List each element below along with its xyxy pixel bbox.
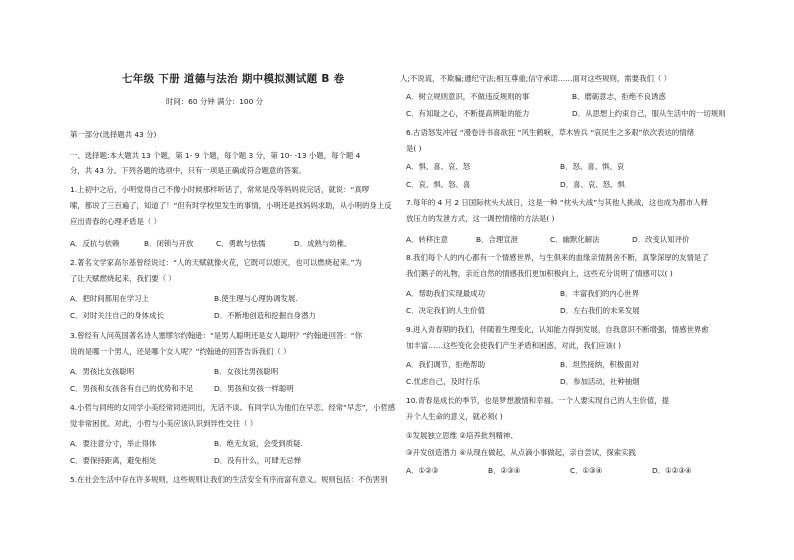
q9-option-b: B．坦然接纳，积极面对	[560, 360, 639, 369]
question-10-line: 升个人生命的意义，就必须( )	[406, 412, 503, 421]
question-4-line: 4.小哲与同班的女同学小美经常同进同出，无话不谈。有同学认为他们在早恋，经常“早恋”，小哲感	[70, 403, 396, 412]
q3-option-c: C．男孩和女孩各有自己的优势和不足	[70, 384, 194, 393]
q9-option-c: C.忧虑自己，及时行乐	[406, 377, 481, 386]
question-8-line: 8.我们每个人的内心都有一个情感世界，与生俱来的血缘亲情割舍不断，真挚深厚的友情是了	[406, 253, 709, 262]
question-1-line: 应出青春的心理矛盾是（ ）	[70, 217, 162, 226]
q2-option-d: D．不断地创造和挖掘自身潜力	[214, 311, 316, 320]
instruction-line: 一、选择题:本大题共 13 个题，第 1- 9 个题，每个题 3 分，第 10- -13 小题，每个题 4	[70, 151, 361, 160]
question-6-line: 6.古语怒发冲冠 “漫卷诗书喜欲狂 “风生鹤唳，草木皆兵 “哀民生之多艰”依次表达的情绪	[406, 128, 695, 137]
question-8-line: 我们鹅子的礼物，亲近自然的情感我们更加积极向上，这些充分说明了情感可以( )	[406, 269, 673, 278]
q7-option-b: B．合理宣泄	[476, 235, 519, 244]
q4-option-c: C．要保持距离，避免相处	[70, 456, 157, 465]
q6-option-c: C．哀、惧、怒、喜	[406, 180, 471, 189]
q10-item-line: ③开发创造潜力 ④从现在做起，从点滴小事做起，亲自尝试，探索实践	[406, 448, 636, 457]
q10-option-a: A．①②③	[406, 466, 439, 475]
question-3-line: 说的是哪一个男人，还是哪个女人呢？”约翰逊的回答告诉我们（ ）	[70, 347, 291, 356]
question-9-line: 9.进入青春期的我们，伴随着生理变化，认知能力得到发展，自我意识不断增强，情感世界愈	[406, 325, 709, 334]
question-5-line: 人;不说谎，不欺骗;遵纪守法;相互尊重;信守承诺……面对这些规则，需要我们（ ）	[400, 74, 671, 83]
question-6-line: 是( )	[406, 144, 422, 153]
q3-option-d: D．男孩和女孩一样聪明	[214, 384, 294, 393]
q4-option-b: B．绝无友谊，会受到质疑.	[214, 439, 303, 448]
q2-option-b: B.使生理与心理协调发展.	[214, 294, 298, 303]
q5-option-a: A．树立规则意识，不做违反规则的事	[406, 92, 530, 101]
q6-option-d: D．喜、哀、怒、惧	[560, 180, 625, 189]
q7-option-d: D．改变认知评价	[632, 235, 690, 244]
part-heading: 第一部分(选择题共 43 分)	[70, 130, 157, 139]
q1-option-a: A．反抗与依赖	[70, 239, 120, 248]
q2-option-a: A．把时间都用在学习上	[70, 294, 149, 303]
page-title: 七年级 下册 道德与法治 期中模拟测试题 B 卷	[122, 73, 345, 85]
q3-option-b: B．女孩比男孩聪明	[214, 367, 279, 376]
q9-option-a: A．我们调节，拒绝帮助	[406, 360, 485, 369]
q5-option-d: D．从思想上约束自己，服从生活中的一切规则	[572, 109, 726, 118]
question-7-line: 放压力的发泄方式，这一调控情绪的方法是( )	[406, 214, 555, 223]
question-2-line: 了让天赋燃烧起来，我们要（ ）	[70, 274, 176, 283]
q9-option-d: D．参加活动，社种抽烟	[560, 377, 640, 386]
q5-option-b: B．磨砺意志，拒绝不良诱惑	[572, 92, 666, 101]
q8-option-b: B．丰富我们的内心世界	[560, 289, 639, 298]
question-10-line: 10.青春是成长的季节，也是梦想激情和幸福。一个人要实现自己的人生价值，提	[406, 396, 670, 405]
question-9-line: 加丰富……这些变化会使我们产生矛盾和困惑，对此，我们应该( )	[406, 341, 622, 350]
q5-option-c: C．有知耻之心，不断提高辨耻的能力	[406, 109, 530, 118]
q7-option-a: A．转移注意	[406, 235, 449, 244]
question-4-line: 觉非常困扰。对此，小哲与小美应该认识到异性交往（ ）	[70, 419, 258, 428]
q6-option-a: A．惧、喜、哀、怒	[406, 162, 471, 171]
q4-option-d: D．没有什么，可肆无忌惮	[214, 456, 301, 465]
q2-option-c: C．对时关注自己的身体成长	[70, 311, 164, 320]
question-5-line: 5.在社会生活中存在许多规则，这些规则让我们的生活安全有序而富有意义。规则包括：不伤害别	[70, 475, 388, 484]
instruction-line: 分，共 43 分。下列各题的选项中，只有一项是正确或符合题意的答案。	[70, 166, 306, 175]
q10-item-line: ①发展独立思维 ②培养批判精神、	[406, 431, 518, 440]
q7-option-c: C．幽默化解法	[550, 235, 600, 244]
q10-option-b: B．②③④	[488, 466, 521, 475]
q8-option-c: C．决定我们的人生价值	[406, 306, 486, 315]
q4-option-a: A．要注意分寸，举止得体	[70, 439, 157, 448]
right-column	[400, 0, 756, 560]
question-7-line: 7.每年的 4 月 2 日国际枕头大战日，这是一种 “枕头大战”与其他人挑战，这也成为都市人释	[406, 198, 708, 207]
q8-option-a: A．帮助我们实现最成功	[406, 289, 485, 298]
q10-option-c: C．①③④	[570, 466, 603, 475]
q1-option-b: B．闭锁与开放	[144, 239, 194, 248]
left-column	[36, 0, 396, 560]
q8-option-d: D．左右我们的未来发展	[560, 306, 640, 315]
q1-option-d: D．成熟与幼稚。	[294, 239, 352, 248]
question-1-line: 1.上初中之后，小明觉得自己不像小时候那样听话了，常常是没等妈妈说完话，就说：“真啰	[70, 185, 370, 194]
q6-option-b: B．怒、喜、惧、哀	[560, 162, 625, 171]
q1-option-c: C．勇敢与怯懦	[216, 239, 266, 248]
q10-option-d: D．①②③④	[652, 466, 692, 475]
question-2-line: 2.著名文学家高尔基曾经说过：“人的天赋就像火花，它既可以熄灭，也可以燃烧起来。”为	[70, 258, 362, 267]
exam-meta: 时间：60 分钟 满分：100 分	[166, 97, 264, 106]
question-1-line: 嗦，都说了三百遍了，知道了！”但有时学校里发生的事情，小明还是找妈妈求助，从小明的身上反	[70, 201, 392, 210]
question-3-line: 3.曾经有人问英国著名诗人塞缪尔约翰逊：“是男人聪明还是女人聪明？”约翰逊回答：“你	[70, 331, 362, 340]
q3-option-a: A．男孩比女孩聪明	[70, 367, 135, 376]
